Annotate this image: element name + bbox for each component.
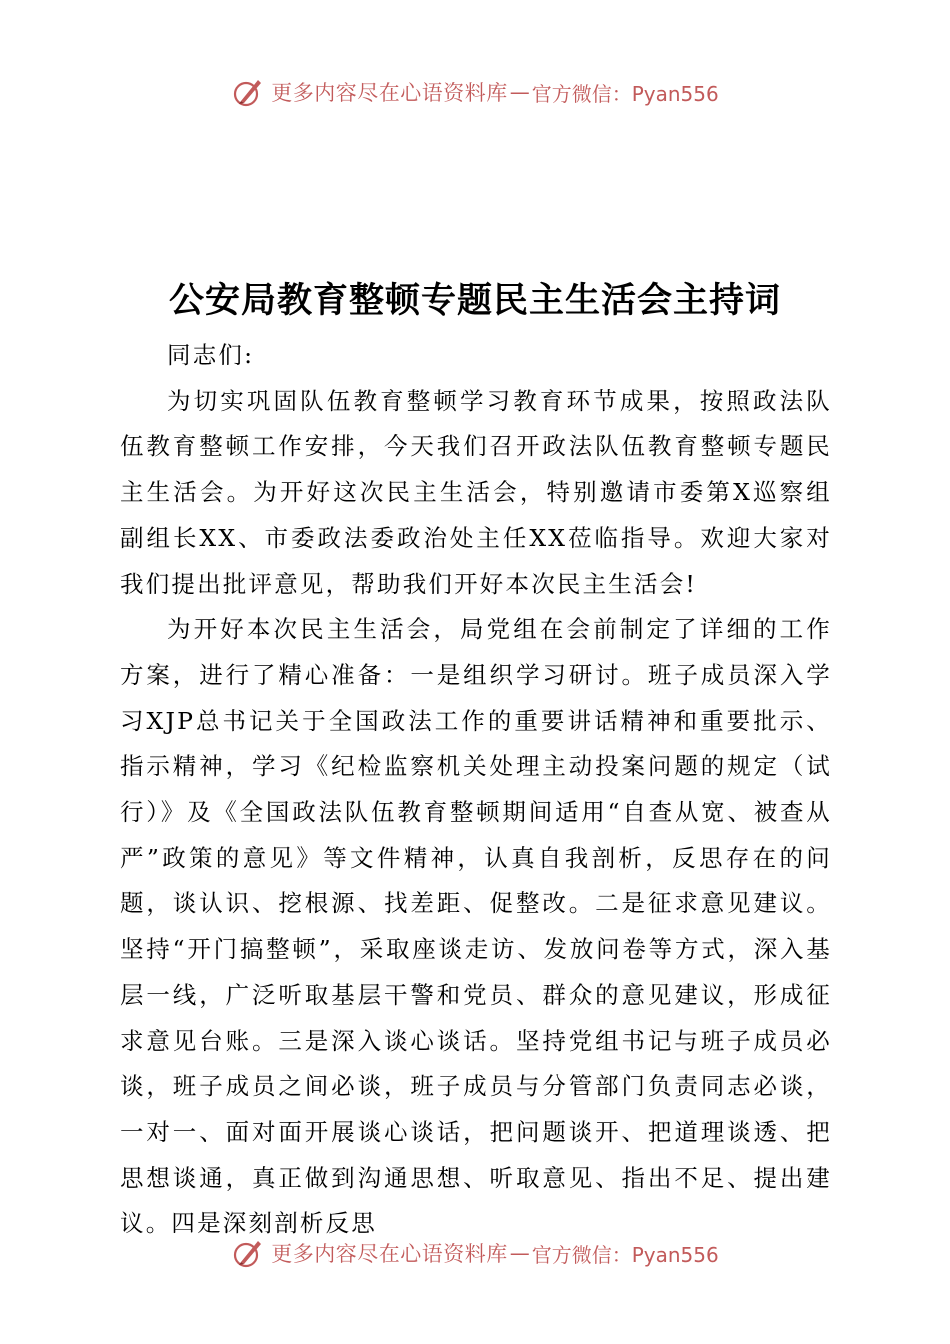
banner-wechat: 官方微信：Pyan556 [531, 81, 719, 106]
pen-logo-icon [231, 1235, 267, 1271]
salutation: 同志们: [167, 341, 255, 369]
banner-dash: — [509, 80, 530, 104]
banner-wechat: 官方微信：Pyan556 [531, 1242, 719, 1267]
document-body [120, 333, 832, 1247]
banner-dash: — [509, 1241, 530, 1265]
banner-text: 更多内容尽在心语资料库 [271, 1242, 508, 1266]
header-banner [0, 72, 950, 112]
document-title: 公安局教育整顿专题民主生活会主持词 [168, 280, 781, 322]
banner-text: 更多内容尽在心语资料库 [271, 81, 508, 105]
paragraph-2: 为开好本次民主生活会，局党组在会前制定了详细的工作方案，进行了精心准备：一是组织学习研讨。班子成员深入学习XJP总书记关于全国政法工作的重要讲话精神和重要批示、指示精神，学习《纪检监察机关处理主动投案问题的规定（试行）》及《全国政法队伍教育整顿期间适用“自查从宽、被查从严”政策的意见》等文件精神，认真自我剖析，反思存在的问题，谈认识、挖根源、找差距、促整改。二是征求意见建议。坚持“开门搞整顿”，采取座谈走访、发放问卷等方式，深入基层一线，广泛听取基层干警和党员、群众的意见建议，形成征求意见台账。三是深入谈心谈话。坚持党组书记与班子成员必谈，班子成员之间必谈，班子成员与分管部门负责同志必谈，一对一、面对面开展谈心谈话，把问题谈开、把道理谈透、把思想谈通，真正做到沟通思想、听取意见、指出不足、提出建议。四是深刻剖析反思 [120, 615, 832, 1238]
pen-logo-icon [231, 74, 267, 110]
footer-banner [0, 1233, 950, 1273]
paragraph-1: 为切实巩固队伍教育整顿学习教育环节成果，按照政法队伍教育整顿工作安排，今天我们召开政法队伍教育整顿专题民主生活会。为开好这次民主生活会，特别邀请市委第X巡察组副组长XX、市委政法委政治处主任XX莅临指导。欢迎大家对我们提出批评意见，帮助我们开好本次民主生活会! [120, 386, 832, 598]
